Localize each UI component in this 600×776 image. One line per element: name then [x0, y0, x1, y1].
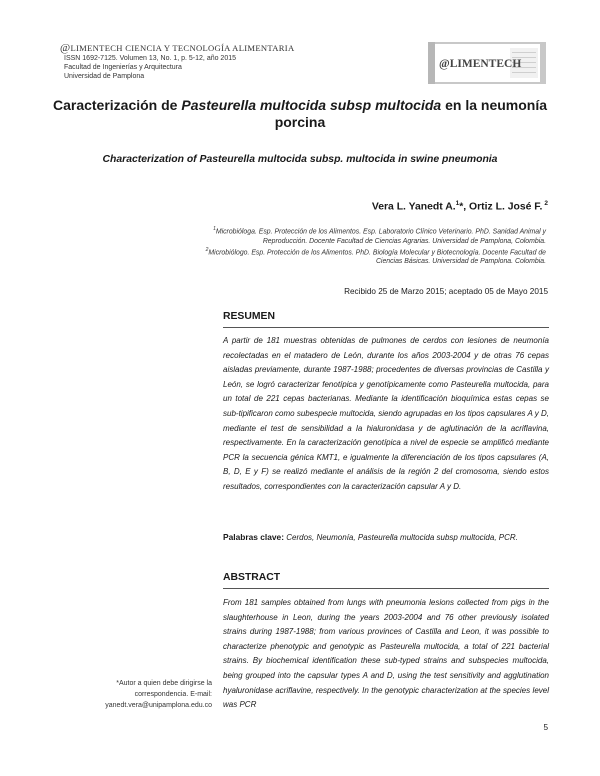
keywords-text: Cerdos, Neumonía, Pasteurella multocida subsp multocida, PCR. — [284, 533, 518, 542]
keywords — [223, 530, 549, 545]
title-species: Pasteurella multocida subsp multocida — [181, 97, 442, 113]
affiliations — [196, 225, 546, 266]
author-2: Ortiz L. José F. — [469, 201, 543, 213]
resumen-heading: RESUMEN — [223, 311, 275, 322]
journal-logo — [426, 38, 548, 88]
author-1: Vera L. Yanedt A. — [371, 201, 456, 213]
received-date: Recibido 25 de Marzo 2015; aceptado 05 de Mayo 2015 — [344, 287, 548, 296]
footnote-email: yanedt.vera@unipamplona.edu.co — [105, 702, 212, 709]
abstract-body: From 181 samples obtained from lungs with pneumonia lesions collected from pigs in the slaughterhouse in Leon, during the years 2003-2004 and 76 other previously isolated strains during 1987-1988; from various provinces of Castilla and Leon, it was possible to characterize phenotypic and genotypic as Pasteurella multocida, a total of 221 bacterial strains. By biochemical identification these sub-typed strains and subspecies multocida, being grouped into the capsular types A and D, using the test sensitivity and agglutination hyaluronidase acriflavine, respectively. In the genotypic characterization at the species level was PCR — [223, 598, 549, 710]
resumen-rule — [223, 327, 549, 328]
journal-logo-graphic — [426, 38, 548, 88]
journal-issn-block — [64, 54, 236, 81]
journal-name: @LIMENTECH CIENCIA Y TECNOLOGÍA ALIMENTARIA — [60, 42, 295, 54]
authors-line: Vera L. Yanedt A.$^1$*, Ortiz L. José F. $^2$ — [371, 200, 548, 213]
affiliation-2: $^2$Microbiólogo. Esp. Protección de los Alimentos. PhD. Biología Molecular y Biotecnología. Docente Facultad de Ciencias Básicas. Universidad de Pamplona. Colombia. — [205, 246, 546, 266]
footnote-text: *Autor a quien debe dirigirse la correspondencia. E-mail: — [116, 680, 212, 698]
university-line: Universidad de Pamplona — [64, 73, 145, 80]
affiliation-1: $^1$Microbióloga. Esp. Protección de los Alimentos. Esp. Laboratorio Clínico Veterinario. PhD. Sanidad Animal y Reproducción. Docente Facultad de Ciencias Agrarias. Universidad de Pamplona, Colombia. — [213, 226, 546, 245]
keywords-label: Palabras clave: — [223, 532, 284, 542]
abstract-rule — [223, 588, 549, 589]
paper-subtitle: Characterization of Pasteurella multocida subsp. multocida in swine pneumonia — [102, 154, 498, 165]
faculty-line: Facultad de Ingenierías y Arquitectura — [64, 64, 182, 71]
correspondence-footnote — [62, 678, 212, 711]
logo-text: @LIMENTECH — [439, 58, 522, 70]
page-number: 5 — [543, 723, 548, 732]
paper-title: Caracterización de Pasteurella multocida subsp multocida en la neumonía porcina — [52, 97, 548, 130]
issn-line: ISSN 1692-7125. Volumen 13, No. 1, p. 5-12, año 2015 — [64, 55, 237, 62]
abstract-heading: ABSTRACT — [223, 572, 281, 583]
resumen-body: A partir de 181 muestras obtenidas de pulmones de cerdos con lesiones de neumonía recolectadas en el matadero de León, durante los años 2003-2004 y de otras 76 cepas aisladas previamente, durante 1987-1988; procedentes de diversas provincias de Castilla y León, se logró caracterizar fenotípica y genotípicamente como Pasteurella multocida, para un total de 221 cepas bacterianas. Mediante la identificación bioquímica estas cepas se sub-tipificaron como subespecie multocida, siendo agrupadas en los tipos capsulares A y D, mediante el test de sensibilidad a la hialuronidasa y de aglutinación de la acriflavina, respectivamente. En la caracterización genotípica a nivel de especie se amplificó mediante PCR la secuencia génica KMT1, e igualmente la diferenciación de los tipos capsulares (A, B, D, E y F) se realizó mediante el análisis de la región 2 del cromosoma, siendo estos resultados, correspondientes con la caracterización capsular A y D. — [223, 336, 549, 491]
